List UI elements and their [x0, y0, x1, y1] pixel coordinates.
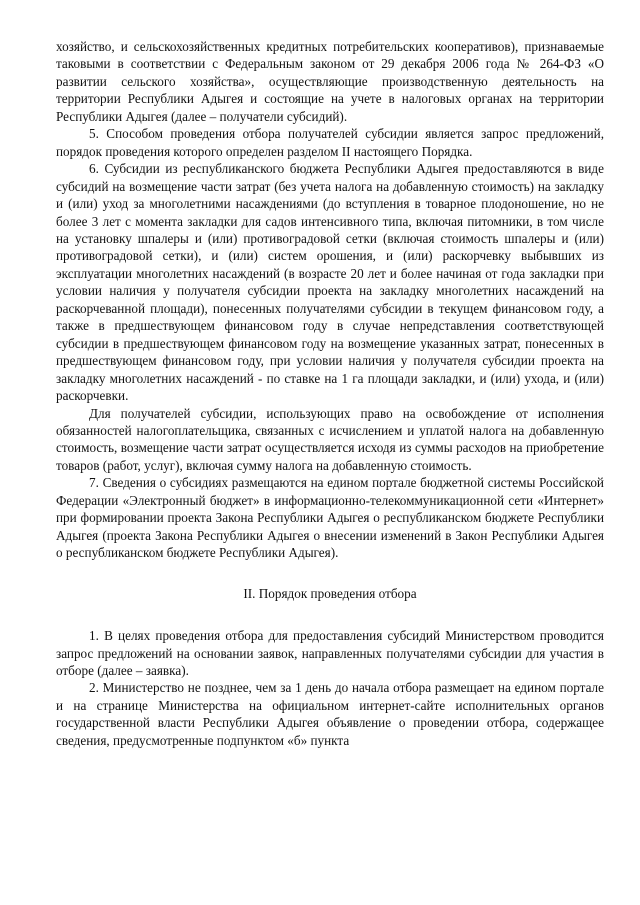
section-2-paragraph-2: 2. Министерство не позднее, чем за 1 день до начала отбора размещает на едином портале и на странице Министерства на официальном интернет-сайте исполнительных органов государственной власти Республики Адыгея объявление о проведении отбора, содержащее сведения, предусмотренные подпунктом «б» пункта: [56, 680, 604, 748]
section-2-paragraph-1: 1. В целях проведения отбора для предоставления субсидий Министерством проводится запрос предложений на основании заявок, направленных получателями субсидии для участия в отборе (далее – заявка).: [56, 628, 604, 678]
document-body: [56, 38, 604, 749]
paragraph-6: 6. Субсидии из республиканского бюджета Республики Адыгея предоставляются в виде субсидий на возмещение части затрат (без учета налога на добавленную стоимость) на закладку и (или) уход за многолетними насаждениями (до вступления в товарное плодоношение, но не более 3 лет с момента закладки для садов интенсивного типа, включая питомники, в том числе на установку шпалеры и (или) противоградовой сетки (включая стоимость шпалеры и (или) противоградовой сетки), и (или) систем орошения, и (или) раскорчевку выбывших из эксплуатации многолетних насаждений (в возрасте 20 лет и более начиная от года закладки при условии наличия у получателя субсидии проекта на закладку многолетних насаждений на раскорчеванной площади), понесенных получателями субсидии в текущем финансовом году, а также в предшествующем финансовом году в случае непредставления соответствующей субсидии в предшествующем финансовом году на возмещение указанных затрат, понесенных в предшествующем финансовом году, при условии наличия у получателя субсидии проекта на закладку многолетних насаждений - по ставке на 1 га площади закладки, и (или) ухода, и (или) раскорчевки.: [56, 161, 604, 404]
paragraph-7: 7. Сведения о субсидиях размещаются на едином портале бюджетной системы Российской Федерации «Электронный бюджет» в информационно-телекоммуникационной сети «Интернет» при формировании проекта Закона Республики Адыгея о республиканском бюджете Республики Адыгея (проекта Закона Республики Адыгея о внесении изменений в Закон Республики Адыгея о республиканском бюджете Республики Адыгея).: [56, 475, 604, 561]
paragraph-5: 5. Способом проведения отбора получателей субсидии является запрос предложений, порядок проведения которого определен разделом II настоящего Порядка.: [56, 126, 604, 159]
paragraph-6-vat: Для получателей субсидии, использующих право на освобождение от исполнения обязанностей налогоплательщика, связанных с исчислением и уплатой налога на добавленную стоимость, возмещение части затрат осуществляется исходя из суммы расходов на приобретение товаров (работ, услуг), включая сумму налога на добавленную стоимость.: [56, 405, 604, 473]
paragraph-continuation: хозяйство, и сельскохозяйственных кредитных потребительских кооперативов), признаваемые таковыми в соответствии с Федеральным законом от 29 декабря 2006 года № 264-ФЗ «О развитии сельского хозяйства», осуществляющие производственную деятельность на территории Республики Адыгея и состоящие на учете в налоговых органах на территории Республики Адыгея (далее – получатели субсидий).: [56, 39, 604, 124]
section-heading: II. Порядок проведения отбора: [243, 585, 417, 601]
